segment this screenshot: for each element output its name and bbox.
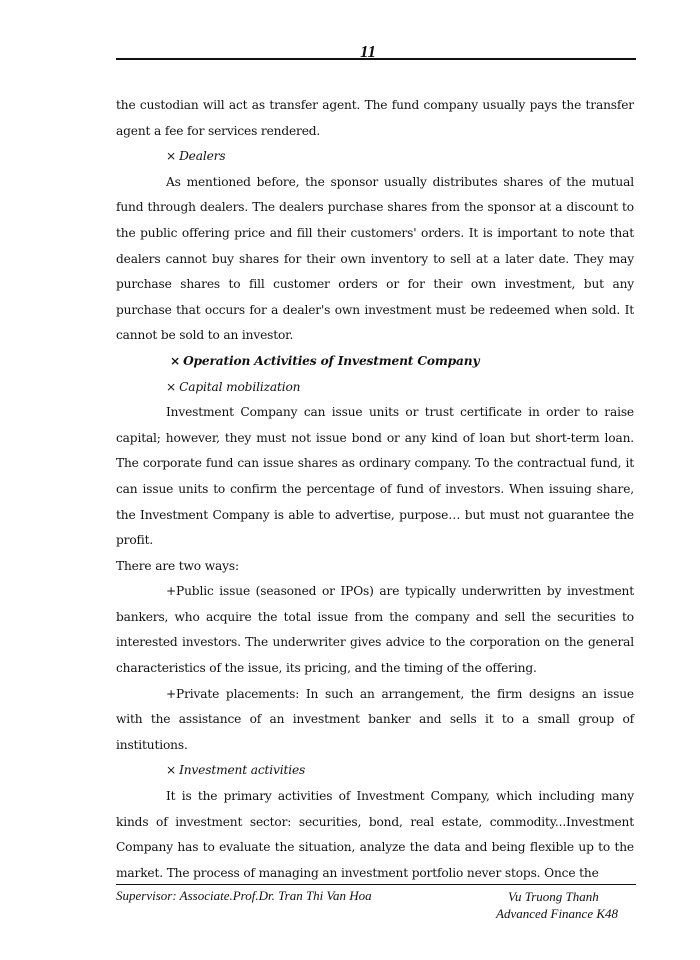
bullet-capital-label: Capital mobilization xyxy=(179,379,301,394)
page-number: 11 xyxy=(360,42,377,61)
paragraph-capital: Investment Company can issue units or trust certificate in order to raise capital; however, they must not issue bond or any kind of loan but short-term loan. The corporate fund can issue shares as ordinary company. To the contractual fund, it can issue units to confirm the percentage of fund of investors. When issuing share, the Investment Company is able to advertise, purpose… but must not guarantee the profit. xyxy=(116,405,634,548)
bullet-dealers-label: Dealers xyxy=(179,149,226,164)
paragraph-investment: It is the primary activities of Investment Company, which including many kinds of investment sector: securities, bond, real estate, commodity...Investment Company has to evaluate the situation, analyze the data and being flexible up to the market. The process of managing an investment portfolio never stops. Once the xyxy=(116,789,634,880)
footer-author: Vu Truong Thanh xyxy=(508,889,599,904)
paragraph-dealers: As mentioned before, the sponsor usually distributes shares of the mutual fund through dealers. The dealers purchase shares from the sponsor at a discount to the public offering price and fill their customers' orders. It is important to note that dealers cannot buy shares for their own inventory to sell at a later date. They may purchase shares to fill customer orders or for their own investment, but any purchase that occurs for a dealer's own investment must be redeemed when sold. It cannot be sold to an investor. xyxy=(116,174,634,343)
paragraph-private-placements: +Private placements: In such an arrangement, the firm designs an issue with the assistance of an investment banker and sells it to a small group of institutions. xyxy=(116,686,634,752)
bullet-x-icon: × xyxy=(166,149,177,164)
bullet-x-icon: × xyxy=(166,763,177,778)
heading-operation-label: Operation Activities of Investment Company xyxy=(183,353,480,368)
bullet-dealers xyxy=(116,144,634,170)
document-body xyxy=(116,93,634,886)
paragraph-two-ways: There are two ways: xyxy=(116,558,239,573)
bullet-x-icon: × xyxy=(166,379,177,394)
bullet-x-icon: × xyxy=(170,353,181,368)
paragraph-custodian: the custodian will act as transfer agent. The fund company usually pays the transfer agent a fee for services rendered. xyxy=(116,98,634,138)
bullet-investment-activities xyxy=(116,758,634,784)
footer-program: Advanced Finance K48 xyxy=(496,906,619,921)
footer-supervisor: Supervisor: Associate.Prof.Dr. Tran Thi Van Hoa xyxy=(116,888,372,903)
heading-operation-activities xyxy=(116,349,634,375)
bullet-investment-label: Investment activities xyxy=(179,763,306,778)
header-rule xyxy=(116,58,636,60)
footer-author-block xyxy=(496,888,636,922)
paragraph-public-issue: +Public issue (seasoned or IPOs) are typically underwritten by investment bankers, who acquire the total issue from the company and sell the securities to interested investors. The underwriter gives advice to the corporation on the general characteristics of the issue, its pricing, and the timing of the offering. xyxy=(116,584,634,676)
bullet-capital-mobilization xyxy=(116,375,634,401)
footer-rule xyxy=(116,884,636,885)
